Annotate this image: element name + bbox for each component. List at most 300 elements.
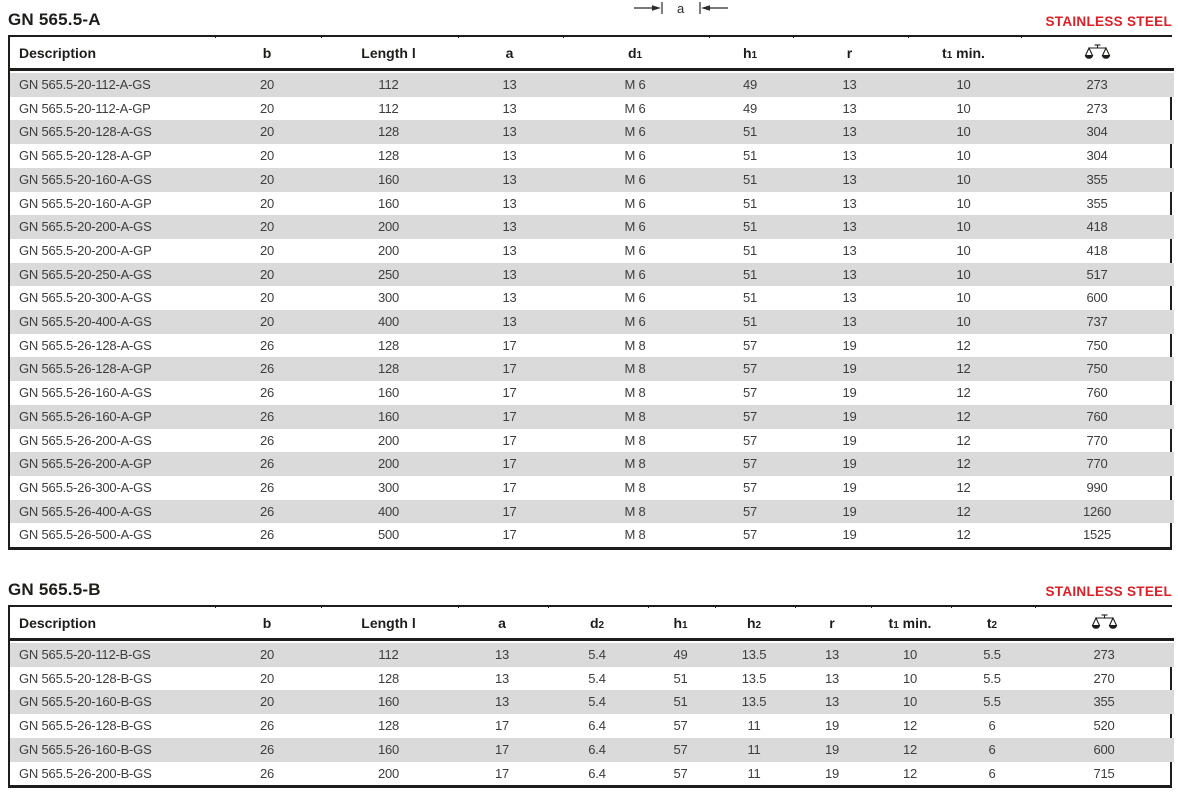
value-cell: 600 bbox=[1034, 738, 1174, 762]
value-cell: 13 bbox=[457, 71, 562, 97]
table-row bbox=[10, 714, 1174, 738]
table-row bbox=[10, 97, 1174, 121]
value-cell: 13 bbox=[792, 263, 907, 287]
value-cell: 12 bbox=[902, 765, 918, 781]
value-cell: 19 bbox=[824, 718, 840, 734]
description-cell: GN 565.5-26-300-A-GS bbox=[19, 479, 152, 495]
value-cell: 19 bbox=[794, 738, 870, 762]
value-cell: M 8 bbox=[562, 452, 708, 476]
description-cell: GN 565.5-20-160-B-GS bbox=[10, 690, 214, 714]
value-cell: 10 bbox=[956, 290, 971, 306]
value-cell: 12 bbox=[956, 337, 971, 353]
description-cell: GN 565.5-20-112-B-GS bbox=[10, 641, 214, 667]
value-cell: 26 bbox=[259, 385, 275, 401]
value-cell: 51 bbox=[708, 215, 792, 239]
value-cell: 17 bbox=[457, 357, 562, 381]
value-cell: 19 bbox=[842, 337, 857, 353]
value-cell: 128 bbox=[377, 148, 400, 164]
value-cell: 26 bbox=[259, 432, 275, 448]
value-cell: 10 bbox=[907, 310, 1020, 334]
value-cell: M 8 bbox=[562, 357, 708, 381]
value-cell: 13 bbox=[457, 168, 562, 192]
value-cell: 10 bbox=[907, 215, 1020, 239]
value-cell: 200 bbox=[377, 765, 400, 781]
value-cell: 418 bbox=[1020, 215, 1174, 239]
column-boundary-tick bbox=[1021, 35, 1022, 38]
value-cell: 26 bbox=[259, 479, 275, 495]
table-row bbox=[10, 738, 1174, 762]
value-cell: 200 bbox=[320, 215, 457, 239]
table-row bbox=[10, 71, 1174, 97]
value-cell: M 6 bbox=[624, 148, 646, 164]
description-cell: GN 565.5-20-300-A-GS bbox=[19, 290, 152, 306]
value-cell: 20 bbox=[259, 100, 275, 116]
value-cell: 10 bbox=[956, 195, 971, 211]
description-cell: GN 565.5-26-400-A-GS bbox=[10, 500, 214, 524]
column-boundary-tick bbox=[215, 35, 216, 38]
value-cell: 13 bbox=[457, 641, 547, 667]
column-boundary-tick bbox=[563, 547, 564, 550]
value-cell: 112 bbox=[320, 71, 457, 97]
value-cell: 160 bbox=[320, 168, 457, 192]
table-row bbox=[10, 762, 1174, 786]
value-cell: 160 bbox=[320, 405, 457, 429]
value-cell: 12 bbox=[907, 500, 1020, 524]
value-cell: 17 bbox=[502, 337, 517, 353]
value-cell: 5.5 bbox=[950, 641, 1034, 667]
column-header-h1: h1 bbox=[647, 607, 714, 641]
column-boundary-tick bbox=[908, 35, 909, 38]
value-cell: 750 bbox=[1086, 337, 1108, 353]
value-cell: 57 bbox=[647, 738, 714, 762]
description-cell: GN 565.5-26-200-A-GS bbox=[19, 432, 152, 448]
weight-column-header bbox=[1020, 37, 1174, 71]
column-boundary-tick bbox=[458, 605, 459, 608]
column-boundary-tick bbox=[871, 605, 872, 608]
value-cell: 11 bbox=[747, 765, 761, 781]
value-cell: 112 bbox=[378, 100, 399, 116]
weight-scale-icon bbox=[1091, 613, 1118, 629]
value-cell: 160 bbox=[320, 690, 457, 714]
value-cell: 57 bbox=[708, 405, 792, 429]
column-boundary-tick bbox=[908, 547, 909, 550]
value-cell: 13 bbox=[792, 168, 907, 192]
value-cell: 11 bbox=[747, 718, 761, 734]
column-boundary-tick bbox=[648, 605, 649, 608]
value-cell: 304 bbox=[1086, 148, 1108, 164]
value-cell: 17 bbox=[494, 718, 510, 734]
section-b-title: GN 565.5-B bbox=[8, 580, 101, 599]
weight-scale-icon bbox=[1084, 43, 1111, 59]
header-row bbox=[10, 37, 1174, 71]
value-cell: 13 bbox=[794, 690, 870, 714]
value-cell: 13 bbox=[457, 310, 562, 334]
description-cell: GN 565.5-26-160-A-GP bbox=[10, 405, 214, 429]
value-cell: M 6 bbox=[624, 290, 646, 306]
value-cell: M 6 bbox=[624, 195, 646, 211]
value-cell: 20 bbox=[214, 215, 320, 239]
value-cell: 6.4 bbox=[588, 718, 606, 734]
value-cell: 760 bbox=[1086, 385, 1108, 401]
value-cell: 49 bbox=[647, 641, 714, 667]
value-cell: 51 bbox=[742, 242, 758, 258]
table-row bbox=[10, 239, 1174, 263]
value-cell: 13 bbox=[794, 641, 870, 667]
value-cell: 26 bbox=[259, 337, 275, 353]
dimension-a-callout bbox=[632, 0, 732, 17]
value-cell: 20 bbox=[214, 71, 320, 97]
value-cell: 51 bbox=[708, 263, 792, 287]
value-cell: M 8 bbox=[624, 432, 646, 448]
value-cell: 10 bbox=[907, 71, 1020, 97]
column-boundary-tick bbox=[793, 35, 794, 38]
value-cell: 17 bbox=[457, 738, 547, 762]
section-a-header bbox=[8, 0, 1172, 35]
value-cell: 10 bbox=[870, 690, 950, 714]
table-row bbox=[10, 334, 1174, 358]
value-cell: 355 bbox=[1020, 168, 1174, 192]
value-cell: 160 bbox=[377, 195, 400, 211]
value-cell: 517 bbox=[1020, 263, 1174, 287]
value-cell: 200 bbox=[377, 432, 400, 448]
value-cell: 10 bbox=[956, 242, 971, 258]
value-cell: M 6 bbox=[562, 215, 708, 239]
description-cell: GN 565.5-26-200-A-GP bbox=[10, 452, 214, 476]
value-cell: 13 bbox=[502, 100, 517, 116]
value-cell: 13 bbox=[457, 690, 547, 714]
value-cell: 13 bbox=[502, 195, 517, 211]
table-row bbox=[10, 144, 1174, 168]
header-row bbox=[10, 607, 1174, 641]
value-cell: 770 bbox=[1086, 432, 1108, 448]
value-cell: 26 bbox=[259, 765, 275, 781]
value-cell: 5.5 bbox=[983, 670, 1001, 686]
column-boundary-tick bbox=[709, 35, 710, 38]
column-header-description: Description bbox=[10, 37, 214, 71]
value-cell: 13 bbox=[457, 263, 562, 287]
value-cell: 12 bbox=[907, 405, 1020, 429]
column-boundary-tick bbox=[215, 785, 216, 788]
value-cell: 750 bbox=[1020, 357, 1174, 381]
column-header-h2: h2 bbox=[714, 607, 794, 641]
value-cell: M 8 bbox=[562, 500, 708, 524]
table-row bbox=[10, 523, 1174, 547]
column-header-d2: d2 bbox=[547, 607, 647, 641]
table-row bbox=[10, 452, 1174, 476]
column-boundary-tick bbox=[548, 785, 549, 788]
stainless-steel-badge: STAINLESS STEEL bbox=[1045, 14, 1172, 29]
value-cell: 17 bbox=[502, 479, 517, 495]
column-boundary-tick bbox=[951, 785, 952, 788]
column-header-r: r bbox=[794, 607, 870, 641]
description-cell: GN 565.5-20-128-A-GP bbox=[19, 148, 152, 164]
value-cell: 128 bbox=[320, 120, 457, 144]
value-cell: 5.4 bbox=[547, 690, 647, 714]
value-cell: 12 bbox=[956, 527, 971, 543]
value-cell: 57 bbox=[742, 432, 758, 448]
description-cell: GN 565.5-20-112-A-GP bbox=[19, 100, 151, 116]
value-cell: 57 bbox=[742, 385, 758, 401]
stainless-steel-badge: STAINLESS STEEL bbox=[1045, 584, 1172, 599]
value-cell: 12 bbox=[907, 357, 1020, 381]
value-cell: 20 bbox=[214, 641, 320, 667]
description-cell: GN 565.5-26-160-B-GS bbox=[10, 738, 214, 762]
value-cell: 26 bbox=[259, 718, 275, 734]
description-cell: GN 565.5-26-128-B-GS bbox=[19, 718, 152, 734]
value-cell: 26 bbox=[214, 405, 320, 429]
value-cell: 6 bbox=[950, 738, 1034, 762]
column-boundary-tick bbox=[871, 785, 872, 788]
value-cell: 20 bbox=[259, 242, 275, 258]
value-cell: 57 bbox=[708, 357, 792, 381]
column-header-r: r bbox=[792, 37, 907, 71]
value-cell: 520 bbox=[1093, 718, 1115, 734]
table-row bbox=[10, 263, 1174, 287]
value-cell: 6 bbox=[988, 765, 996, 781]
value-cell: 11 bbox=[714, 738, 794, 762]
value-cell: 13 bbox=[792, 310, 907, 334]
value-cell: 6.4 bbox=[588, 765, 606, 781]
value-cell: 17 bbox=[457, 452, 562, 476]
value-cell: 760 bbox=[1020, 405, 1174, 429]
value-cell: 26 bbox=[214, 738, 320, 762]
value-cell: 20 bbox=[214, 263, 320, 287]
description-cell: GN 565.5-20-128-A-GS bbox=[10, 120, 214, 144]
table-row bbox=[10, 215, 1174, 239]
value-cell: 12 bbox=[907, 452, 1020, 476]
value-cell: 737 bbox=[1020, 310, 1174, 334]
column-header-b: b bbox=[214, 37, 320, 71]
value-cell: M 6 bbox=[562, 168, 708, 192]
description-cell: GN 565.5-26-500-A-GS bbox=[19, 527, 152, 543]
table-row bbox=[10, 405, 1174, 429]
value-cell: 26 bbox=[259, 527, 275, 543]
value-cell: 10 bbox=[956, 100, 971, 116]
value-cell: 13 bbox=[842, 242, 857, 258]
value-cell: 13 bbox=[842, 100, 857, 116]
value-cell: 1525 bbox=[1082, 527, 1112, 543]
weight-column-header bbox=[1034, 607, 1174, 641]
column-header-length-l: Length l bbox=[320, 607, 457, 641]
column-boundary-tick bbox=[321, 785, 322, 788]
value-cell: 270 bbox=[1093, 670, 1115, 686]
description-cell: GN 565.5-20-400-A-GS bbox=[10, 310, 214, 334]
value-cell: M 6 bbox=[562, 263, 708, 287]
value-cell: 26 bbox=[214, 357, 320, 381]
column-boundary-tick bbox=[795, 785, 796, 788]
value-cell: M 8 bbox=[624, 337, 646, 353]
description-cell: GN 565.5-26-160-A-GS bbox=[19, 385, 152, 401]
column-boundary-tick bbox=[793, 547, 794, 550]
value-cell: 19 bbox=[842, 479, 857, 495]
value-cell: 355 bbox=[1086, 195, 1108, 211]
value-cell: 13 bbox=[457, 215, 562, 239]
column-boundary-tick bbox=[795, 605, 796, 608]
value-cell: 20 bbox=[259, 290, 275, 306]
value-cell: 273 bbox=[1034, 641, 1174, 667]
parts-table-a bbox=[10, 37, 1174, 547]
dimension-arrows-icon bbox=[632, 0, 732, 17]
value-cell: 19 bbox=[792, 500, 907, 524]
column-header-a: a bbox=[457, 37, 562, 71]
value-cell: 273 bbox=[1020, 71, 1174, 97]
value-cell: 160 bbox=[320, 738, 457, 762]
value-cell: 600 bbox=[1086, 290, 1108, 306]
column-header-t2: t2 bbox=[950, 607, 1034, 641]
value-cell: M 8 bbox=[624, 385, 646, 401]
table-row bbox=[10, 381, 1174, 405]
column-boundary-tick bbox=[321, 547, 322, 550]
value-cell: 715 bbox=[1093, 765, 1115, 781]
value-cell: 250 bbox=[320, 263, 457, 287]
value-cell: 13 bbox=[842, 148, 857, 164]
value-cell: 112 bbox=[320, 641, 457, 667]
value-cell: 51 bbox=[742, 290, 758, 306]
value-cell: 13 bbox=[494, 670, 510, 686]
value-cell: 57 bbox=[673, 718, 688, 734]
value-cell: 57 bbox=[708, 452, 792, 476]
value-cell: 20 bbox=[214, 168, 320, 192]
value-cell: 49 bbox=[708, 71, 792, 97]
description-cell: GN 565.5-20-128-B-GS bbox=[19, 670, 152, 686]
column-header-b: b bbox=[214, 607, 320, 641]
table-row bbox=[10, 286, 1174, 310]
value-cell: 6.4 bbox=[547, 738, 647, 762]
value-cell: 1260 bbox=[1020, 500, 1174, 524]
description-cell: GN 565.5-20-112-A-GS bbox=[10, 71, 214, 97]
value-cell: M 6 bbox=[562, 71, 708, 97]
value-cell: M 8 bbox=[562, 405, 708, 429]
value-cell: 51 bbox=[673, 670, 688, 686]
section-gn-565-5-b bbox=[8, 576, 1172, 788]
value-cell: 57 bbox=[708, 500, 792, 524]
parts-table-b-frame bbox=[8, 605, 1172, 788]
value-cell: 57 bbox=[742, 337, 758, 353]
value-cell: 17 bbox=[502, 385, 517, 401]
column-boundary-tick bbox=[1035, 785, 1036, 788]
description-cell: GN 565.5-20-160-A-GS bbox=[10, 168, 214, 192]
value-cell: 500 bbox=[377, 527, 400, 543]
column-header-length-l: Length l bbox=[320, 37, 457, 71]
value-cell: 6 bbox=[988, 718, 996, 734]
value-cell: M 8 bbox=[624, 527, 646, 543]
description-cell: GN 565.5-20-160-A-GP bbox=[19, 195, 152, 211]
value-cell: 300 bbox=[377, 479, 400, 495]
value-cell: 51 bbox=[708, 310, 792, 334]
column-boundary-tick bbox=[215, 605, 216, 608]
table-row bbox=[10, 168, 1174, 192]
column-boundary-tick bbox=[709, 547, 710, 550]
value-cell: 51 bbox=[708, 168, 792, 192]
value-cell: 5.4 bbox=[547, 641, 647, 667]
value-cell: 400 bbox=[320, 500, 457, 524]
column-boundary-tick bbox=[1035, 605, 1036, 608]
value-cell: M 6 bbox=[624, 242, 646, 258]
value-cell: 17 bbox=[457, 405, 562, 429]
table-row bbox=[10, 690, 1174, 714]
value-cell: 19 bbox=[842, 385, 857, 401]
value-cell: 13.5 bbox=[741, 670, 767, 686]
table-row bbox=[10, 357, 1174, 381]
value-cell: M 6 bbox=[562, 120, 708, 144]
value-cell: 12 bbox=[956, 385, 971, 401]
value-cell: 26 bbox=[214, 500, 320, 524]
description-cell: GN 565.5-20-250-A-GS bbox=[10, 263, 214, 287]
column-boundary-tick bbox=[715, 605, 716, 608]
value-cell: 13.5 bbox=[714, 690, 794, 714]
value-cell: 300 bbox=[377, 290, 400, 306]
section-gn-565-5-a bbox=[8, 0, 1172, 550]
value-cell: 304 bbox=[1020, 120, 1174, 144]
value-cell: 400 bbox=[320, 310, 457, 334]
value-cell: 13 bbox=[502, 242, 517, 258]
column-header-h1: h1 bbox=[708, 37, 792, 71]
column-boundary-tick bbox=[715, 785, 716, 788]
value-cell: 10 bbox=[870, 641, 950, 667]
value-cell: 57 bbox=[673, 765, 688, 781]
value-cell: 128 bbox=[377, 670, 400, 686]
column-boundary-tick bbox=[458, 547, 459, 550]
value-cell: M 8 bbox=[624, 479, 646, 495]
value-cell: 17 bbox=[457, 500, 562, 524]
value-cell: 10 bbox=[907, 168, 1020, 192]
table-row bbox=[10, 120, 1174, 144]
value-cell: 19 bbox=[792, 357, 907, 381]
column-boundary-tick bbox=[458, 35, 459, 38]
column-boundary-tick bbox=[548, 605, 549, 608]
description-cell: GN 565.5-26-128-A-GP bbox=[10, 357, 214, 381]
column-header-description: Description bbox=[10, 607, 214, 641]
column-header-t1: t1 min. bbox=[870, 607, 950, 641]
value-cell: 5.5 bbox=[950, 690, 1034, 714]
column-boundary-tick bbox=[321, 35, 322, 38]
value-cell: 273 bbox=[1086, 100, 1108, 116]
description-cell: GN 565.5-20-200-A-GP bbox=[19, 242, 152, 258]
value-cell: 12 bbox=[902, 718, 918, 734]
value-cell: 20 bbox=[259, 195, 275, 211]
column-boundary-tick bbox=[1021, 547, 1022, 550]
value-cell: 200 bbox=[320, 452, 457, 476]
column-header-a: a bbox=[457, 607, 547, 641]
value-cell: 20 bbox=[214, 120, 320, 144]
dimension-a-label: a bbox=[677, 1, 685, 16]
value-cell: 17 bbox=[502, 432, 517, 448]
column-header-d1: d1 bbox=[562, 37, 708, 71]
table-row bbox=[10, 667, 1174, 691]
value-cell: M 6 bbox=[624, 100, 646, 116]
value-cell: 20 bbox=[214, 690, 320, 714]
value-cell: 19 bbox=[842, 432, 857, 448]
value-cell: 128 bbox=[377, 337, 400, 353]
column-boundary-tick bbox=[321, 605, 322, 608]
description-cell: GN 565.5-26-200-B-GS bbox=[19, 765, 152, 781]
value-cell: 128 bbox=[377, 718, 400, 734]
column-header-t1: t1 min. bbox=[907, 37, 1020, 71]
value-cell: 13.5 bbox=[714, 641, 794, 667]
value-cell: 160 bbox=[377, 385, 400, 401]
value-cell: 19 bbox=[792, 405, 907, 429]
section-a-title: GN 565.5-A bbox=[8, 10, 101, 29]
value-cell: 13 bbox=[502, 290, 517, 306]
value-cell: 13 bbox=[792, 71, 907, 97]
value-cell: 128 bbox=[320, 357, 457, 381]
column-boundary-tick bbox=[563, 35, 564, 38]
value-cell: 26 bbox=[214, 452, 320, 476]
value-cell: 990 bbox=[1086, 479, 1108, 495]
parts-table-b bbox=[10, 607, 1174, 785]
value-cell: 51 bbox=[647, 690, 714, 714]
value-cell: 19 bbox=[842, 527, 857, 543]
